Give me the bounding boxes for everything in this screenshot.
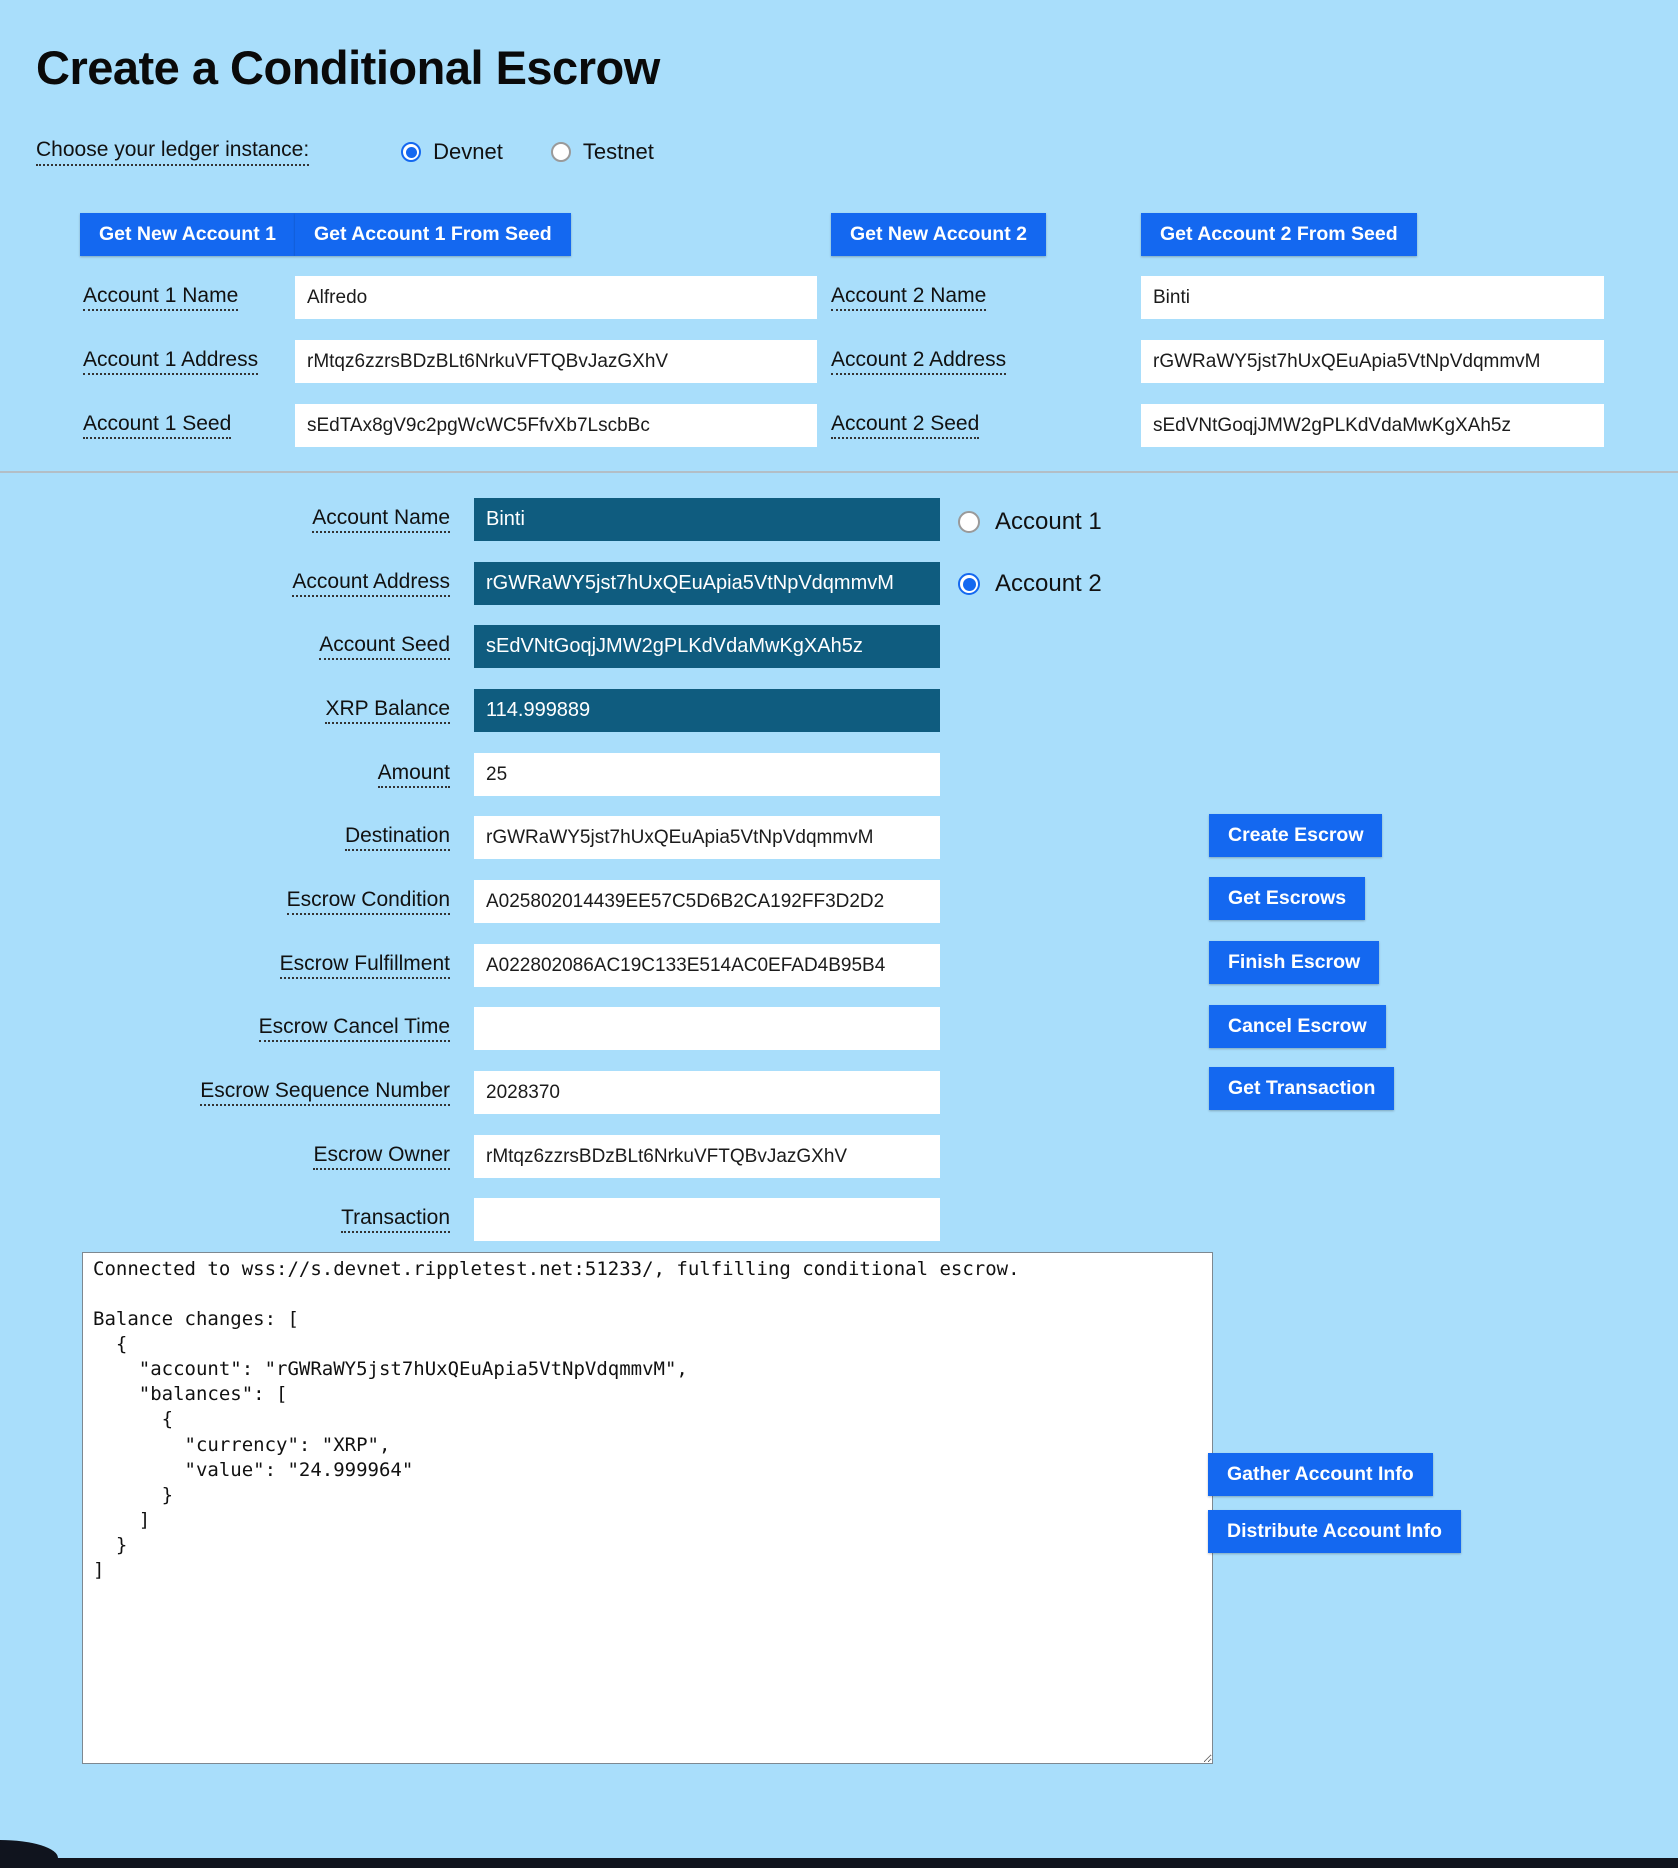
escrow-fulfillment-label: Escrow Fulfillment [30, 952, 450, 976]
escrow-sequence-number-input[interactable] [474, 1071, 940, 1114]
destination-label: Destination [30, 824, 450, 848]
devnet-radio-icon[interactable] [401, 142, 421, 162]
distribute-account-info-button[interactable]: Distribute Account Info [1208, 1510, 1461, 1553]
account-seed-label: Account Seed [30, 633, 450, 657]
section-divider [0, 471, 1678, 473]
ledger-option-testnet[interactable] [551, 139, 654, 165]
account-name-field: Binti [474, 498, 940, 541]
destination-input[interactable] [474, 816, 940, 859]
get-account-2-from-seed-button[interactable]: Get Account 2 From Seed [1141, 213, 1417, 256]
account2-seed-label: Account 2 Seed [831, 412, 979, 436]
account1-address-input[interactable] [295, 340, 817, 383]
results-textarea[interactable] [82, 1252, 1213, 1764]
ledger-option-devnet[interactable] [401, 139, 503, 165]
amount-input[interactable] [474, 753, 940, 796]
account2-name-label: Account 2 Name [831, 284, 986, 308]
account-seed-field: sEdVNtGoqjJMW2gPLKdVdaMwKgXAh5z [474, 625, 940, 668]
account-2-radio-label: Account 2 [995, 570, 1102, 597]
get-account-1-from-seed-button[interactable]: Get Account 1 From Seed [295, 213, 571, 256]
footer-bar [0, 1858, 1678, 1868]
account1-name-label: Account 1 Name [83, 284, 238, 308]
escrow-condition-label: Escrow Condition [30, 888, 450, 912]
testnet-radio-icon[interactable] [551, 142, 571, 162]
escrow-cancel-time-label: Escrow Cancel Time [30, 1015, 450, 1039]
cancel-escrow-button[interactable]: Cancel Escrow [1209, 1005, 1386, 1048]
page-title: Create a Conditional Escrow [36, 41, 660, 94]
escrow-owner-input[interactable] [474, 1135, 940, 1178]
get-transaction-button[interactable]: Get Transaction [1209, 1067, 1394, 1110]
devnet-label: Devnet [433, 139, 503, 164]
gather-account-info-button[interactable]: Gather Account Info [1208, 1453, 1433, 1496]
account2-address-label: Account 2 Address [831, 348, 1006, 372]
xrp-balance-label: XRP Balance [30, 697, 450, 721]
account1-seed-input[interactable] [295, 404, 817, 447]
account-1-radio-icon[interactable] [958, 511, 980, 533]
account-2-radio-icon[interactable] [958, 573, 980, 595]
account-address-field: rGWRaWY5jst7hUxQEuApia5VtNpVdqmmvM [474, 562, 940, 605]
account1-seed-label: Account 1 Seed [83, 412, 231, 436]
account-1-selector[interactable] [958, 508, 1102, 536]
account1-address-label: Account 1 Address [83, 348, 258, 372]
create-escrow-button[interactable]: Create Escrow [1209, 814, 1382, 857]
escrow-condition-input[interactable] [474, 880, 940, 923]
get-new-account-1-button[interactable]: Get New Account 1 [80, 213, 295, 256]
account2-seed-input[interactable] [1141, 404, 1604, 447]
get-escrows-button[interactable]: Get Escrows [1209, 877, 1365, 920]
finish-escrow-button[interactable]: Finish Escrow [1209, 941, 1379, 984]
account2-name-input[interactable] [1141, 276, 1604, 319]
account-1-radio-label: Account 1 [995, 508, 1102, 535]
ledger-chooser [36, 138, 654, 166]
account-address-label: Account Address [30, 570, 450, 594]
account-name-label: Account Name [30, 506, 450, 530]
amount-label: Amount [30, 761, 450, 785]
transaction-label: Transaction [30, 1206, 450, 1230]
escrow-fulfillment-input[interactable] [474, 944, 940, 987]
account2-address-input[interactable] [1141, 340, 1604, 383]
transaction-input[interactable] [474, 1198, 940, 1241]
escrow-sequence-number-label: Escrow Sequence Number [30, 1079, 450, 1103]
account-2-selector[interactable] [958, 570, 1102, 598]
account1-name-input[interactable] [295, 276, 817, 319]
xrp-balance-field: 114.999889 [474, 689, 940, 732]
ledger-instance-label: Choose your ledger instance: [36, 138, 309, 166]
testnet-label: Testnet [582, 139, 654, 164]
get-new-account-2-button[interactable]: Get New Account 2 [831, 213, 1046, 256]
escrow-cancel-time-input[interactable] [474, 1007, 940, 1050]
escrow-owner-label: Escrow Owner [30, 1143, 450, 1167]
